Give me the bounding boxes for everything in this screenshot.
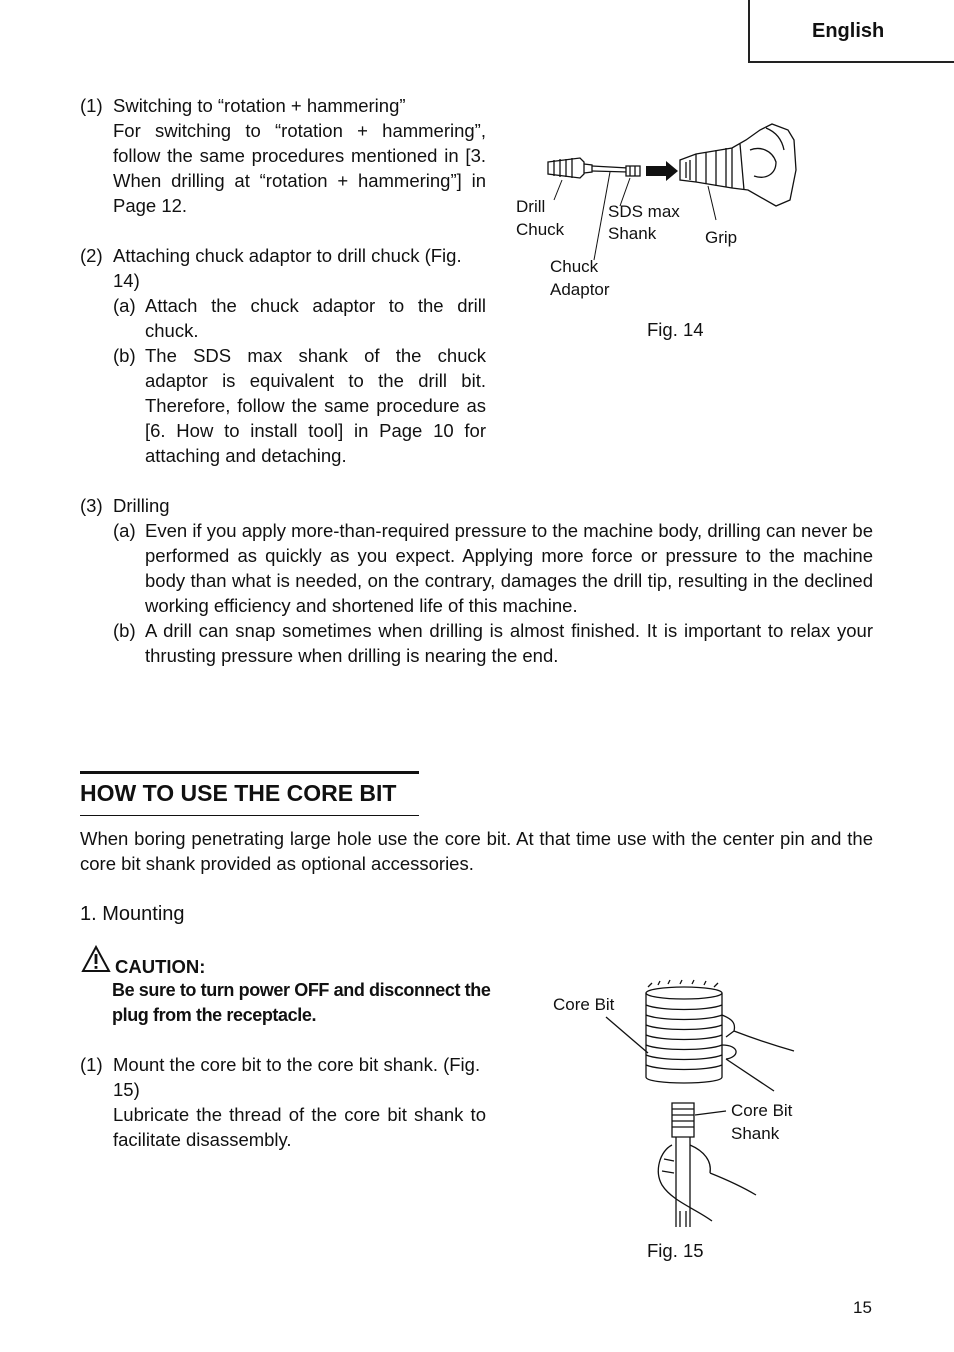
item-2a-text: Attach the chuck adaptor to the drill chuck.	[145, 295, 486, 341]
core-bit-heading: HOW TO USE THE CORE BIT	[80, 780, 397, 806]
item-2	[80, 243, 486, 468]
item-3b-text: A drill can snap sometimes when drilling is almost finished. It is important to relax your thrusting pressure when drilling is nearing the end.	[145, 620, 873, 666]
item-2a-number: (a)	[113, 295, 136, 316]
item-2-title: Attaching chuck adaptor to drill chuck (Fig. 14)	[113, 245, 462, 291]
item-1-body: For switching to “rotation + hammering”, follow the same procedures mentioned in [3. When drilling at “rotation + hammering”] in Page 12.	[113, 120, 486, 216]
fig14-label-drill-chuck-1: Drill	[516, 197, 546, 216]
item-2b-text: The SDS max shank of the chuck adaptor is equivalent to the drill bit. Therefore, follow the same procedure as [6. How to install tool] in Page 10 for attaching and detaching.	[145, 345, 486, 466]
item-2-content	[113, 243, 486, 468]
item-2b	[113, 343, 486, 468]
item-2-number: (2)	[80, 245, 103, 266]
fig15-label-shank-2: Shank	[731, 1124, 780, 1143]
fig14-label-adaptor-1: Chuck	[550, 257, 599, 276]
fig14-label-adaptor-2: Adaptor	[550, 280, 610, 299]
item-3a	[113, 518, 873, 618]
item-1	[80, 93, 486, 218]
caution-text: Be sure to turn power OFF and disconnect the plug from the receptacle.	[112, 980, 491, 1025]
fig14-caption: Fig. 14	[647, 319, 704, 340]
fig14-label-drill-chuck-2: Chuck	[516, 220, 565, 239]
core-bit-heading-box	[80, 771, 419, 816]
item-3a-number: (a)	[113, 520, 136, 541]
item-3	[80, 493, 873, 668]
mounting-subheading: 1. Mounting	[80, 903, 185, 925]
core-step-1-content	[113, 1052, 486, 1152]
item-3a-text: Even if you apply more-than-required pressure to the machine body, drilling can never be performed as quickly as you expect. Applying more force or pressure to the machine body than what is needed, on the contrary, damages the drill tip, resulting in the declined working efficiency and shortened life of this machine.	[145, 520, 873, 616]
language-label: English	[812, 20, 885, 42]
fig15-label-core-bit: Core Bit	[553, 995, 615, 1014]
item-3-number: (3)	[80, 495, 103, 516]
item-3-title: Drilling	[113, 495, 170, 516]
fig14-label-sds-1: SDS max	[608, 202, 680, 221]
item-1-number: (1)	[80, 95, 103, 116]
caution-title: CAUTION:	[115, 956, 206, 977]
core-step-1-title: Mount the core bit to the core bit shank. (Fig. 15)	[113, 1054, 481, 1100]
page-number: 15	[853, 1298, 872, 1317]
fig14-label-grip: Grip	[705, 228, 738, 247]
item-1-title: Switching to “rotation + hammering”	[113, 95, 406, 116]
item-2b-number: (b)	[113, 345, 136, 366]
core-bit-intro: When boring penetrating large hole use the core bit. At that time use with the center pin and the core bit shank provided as optional accessories.	[80, 828, 873, 874]
item-3-content	[113, 493, 873, 668]
warning-triangle-icon	[81, 945, 111, 973]
fig15-caption: Fig. 15	[647, 1240, 704, 1261]
fig15-label-shank-1: Core Bit	[731, 1101, 793, 1120]
core-step-1-number: (1)	[80, 1054, 103, 1075]
item-3b	[113, 618, 873, 668]
fig14-label-sds-2: Shank	[608, 224, 657, 243]
item-2a	[113, 293, 486, 343]
core-step-1-body: Lubricate the thread of the core bit shank to facilitate disassembly.	[113, 1104, 486, 1150]
core-step-1	[80, 1052, 486, 1152]
item-3b-number: (b)	[113, 620, 136, 641]
language-tab	[748, 0, 954, 63]
item-1-content	[113, 93, 486, 218]
